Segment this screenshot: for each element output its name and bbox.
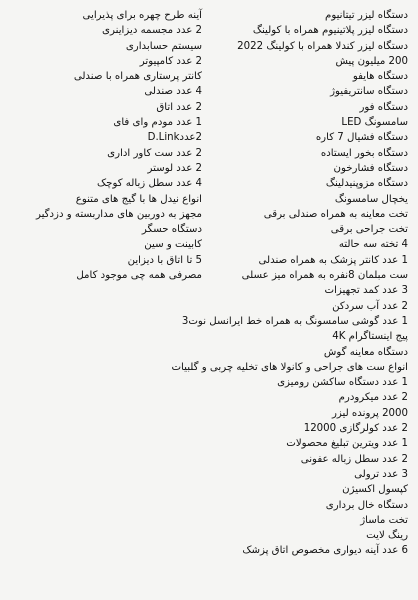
list-item: رینگ لایت (366, 530, 408, 542)
list-item: 2 عدد کامپیوتر (139, 55, 202, 67)
list-item: پیج اینستاگرام 4K (332, 331, 408, 343)
list-item: 1 عدد مودم وای فای (113, 117, 202, 129)
list-item: 2 عدد لوستر (147, 162, 202, 174)
list-item: سیستم حسابداری (125, 40, 202, 52)
list-item: تخت معاینه به همراه صندلی برقی (263, 208, 408, 220)
list-item: دستگاه معاینه گوش (323, 346, 408, 358)
list-item: دستگاه سانتریفیوژ (330, 86, 408, 98)
list-item: مجهز به دوربین های مداربسته و دزدگیر (35, 208, 202, 220)
list-item: دستگاه خال برداری (325, 499, 408, 511)
list-item: 2 عدد ست کاور اداری (107, 147, 202, 159)
list-item: 1 عدد کانتر پزشک به همراه صندلی (258, 254, 408, 266)
list-item: کانتر پرستاری همراه با صندلی (73, 71, 202, 83)
list-item: 2 عدد کولرگازی 12000 (303, 423, 408, 435)
list-item: انواع نیدل ها با گیج های متنوع (75, 193, 202, 205)
list-item: دستگاه مزوپنیدلینگ (325, 178, 408, 190)
equipment-list-left (6, 8, 202, 283)
list-item: یخچال سامسونگ (334, 193, 408, 205)
list-item: تخت ماساژ (360, 514, 408, 526)
list-item: 2عددD.Link (147, 132, 202, 144)
list-item: دستگاه بخور ایستاده (320, 147, 408, 159)
list-item: 2 عدد اتاق (156, 101, 202, 113)
list-item: 1 عدد گوشی سامسونگ به همراه خط ایرانسل نوت3 (181, 315, 408, 327)
list-item: کابینت و سین (144, 239, 202, 251)
list-item: کپسول اکسیژن (342, 484, 408, 496)
list-item: آینه طرح چهره برای پذیرایی (82, 10, 202, 21)
list-item: 200 میلیون پیش (335, 55, 408, 67)
list-item: 2000 پرونده لیزر (331, 407, 408, 419)
list-item: مصرفی همه چی موجود کامل (76, 270, 202, 282)
list-item: ست مبلمان 8نفره به همراه میز عسلی (241, 270, 408, 282)
list-item: LED سامسونگ (341, 117, 408, 129)
list-item: دستگاه لیزر تیتانیوم (325, 10, 408, 21)
list-item: 2 عدد میکرودرم (338, 392, 408, 404)
list-item: 2 عدد مجسمه دیزاینری (102, 25, 202, 37)
list-item: 4 تخته سه حالته (338, 239, 408, 251)
list-item: 4 عدد صندلی (144, 86, 202, 98)
list-item: 1 عدد دستگاه ساکشن رومیزی (277, 377, 408, 389)
list-item: 2 عدد آب سردکن (332, 300, 408, 312)
list-item: 2 عدد سطل زباله عفونی (300, 453, 408, 465)
list-item: دستگاه حسگر (141, 224, 202, 236)
list-item: 4 عدد سطل زباله کوچک (97, 178, 202, 190)
list-item: 6 عدد آینه دیواری مخصوص اتاق پزشک (242, 545, 408, 557)
list-item: انواع ست های جراحی و کانولا های تخلیه چربی و گلبیات (171, 361, 408, 373)
list-item: دستگاه فشیال 7 کاره (315, 132, 408, 144)
list-item: تخت جراحی برقی (330, 224, 408, 236)
list-item: دستگاه هایفو (352, 71, 408, 83)
list-item: 3 عدد کمد تجهیزات (324, 285, 408, 297)
list-item: دستگاه فور (359, 101, 408, 113)
list-item: دستگاه لیزر پلاتینیوم همراه با کولینگ (252, 25, 408, 37)
list-item: 3 عدد ترولی (354, 468, 408, 480)
list-item: دستگاه فشارخون (333, 162, 408, 174)
list-item: 1 عدد ویترین تبلیغ محصولات (286, 438, 408, 450)
list-item: دستگاه لیزر کندلا همراه با کولینگ 2022 (237, 40, 408, 52)
list-item: 5 تا اتاق با دیزاین (127, 254, 202, 266)
